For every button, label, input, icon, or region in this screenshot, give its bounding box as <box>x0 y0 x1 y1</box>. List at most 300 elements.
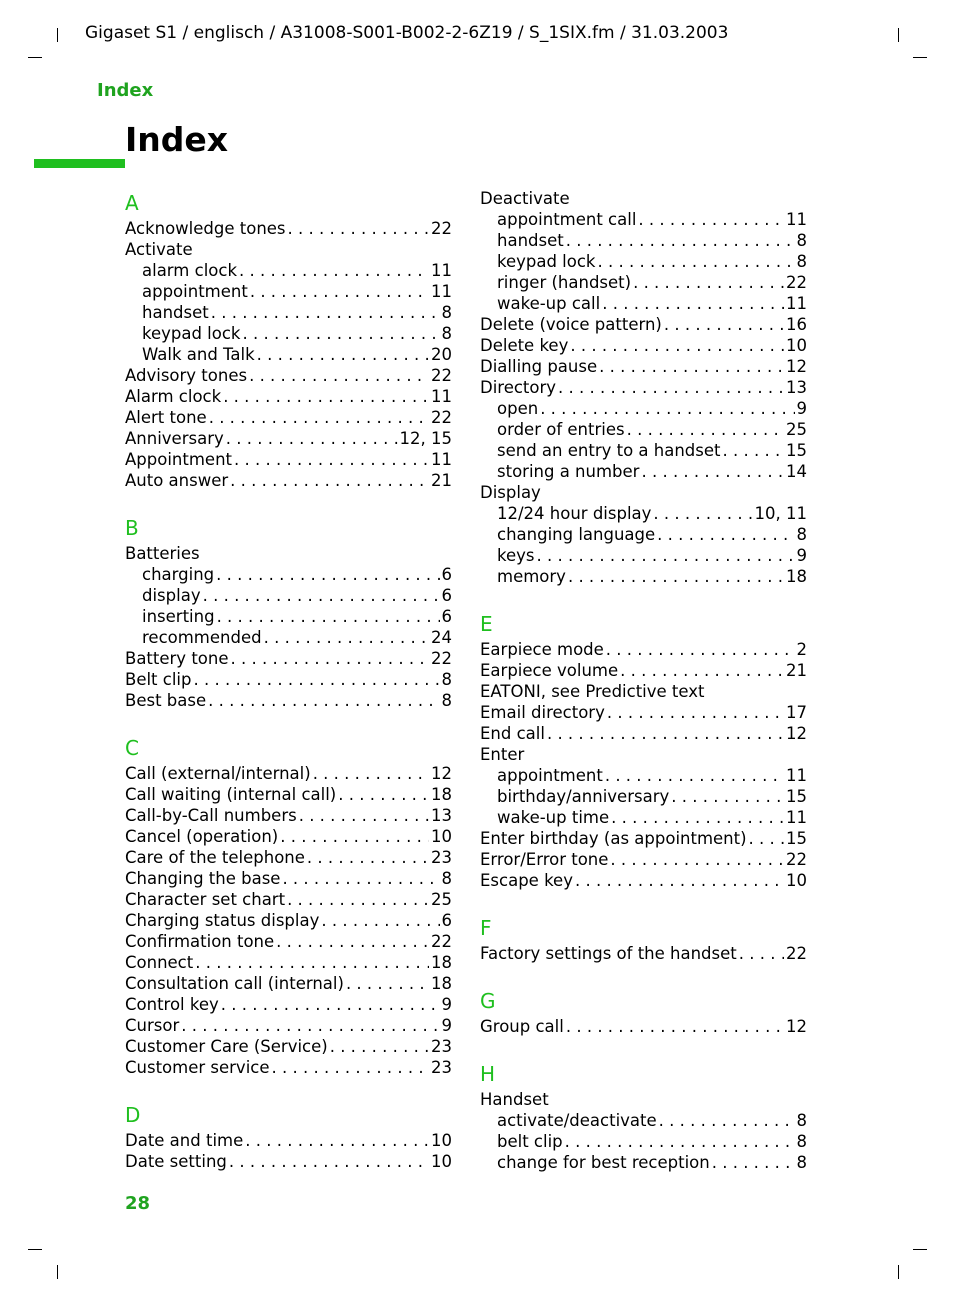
index-page-ref: 8 <box>441 303 452 322</box>
index-term: Anniversary <box>125 429 224 448</box>
index-subentry <box>480 440 807 461</box>
index-term: Acknowledge tones <box>125 219 286 238</box>
index-page-ref: 11 <box>786 210 807 229</box>
dot-leader <box>195 952 429 973</box>
index-page-ref: 8 <box>796 525 807 544</box>
crop-mark-bottom-right-vertical <box>898 1265 899 1279</box>
dot-leader <box>566 230 795 251</box>
index-letter-heading: G <box>480 989 496 1013</box>
index-term: Cancel (operation) <box>125 827 279 846</box>
index-column-right <box>480 188 807 1173</box>
index-subentry <box>480 545 807 566</box>
index-term: Battery tone <box>125 649 229 668</box>
dot-leader <box>226 428 398 449</box>
crop-mark-top-left-horizontal <box>28 57 42 58</box>
index-subentry <box>480 230 807 251</box>
index-page-ref: 12 <box>786 1017 807 1036</box>
index-term: Alarm clock <box>125 387 222 406</box>
dot-leader <box>627 419 784 440</box>
index-page-ref: 8 <box>796 1111 807 1130</box>
index-entry <box>125 994 452 1015</box>
index-page-ref: 12, 15 <box>399 429 452 448</box>
index-subentry <box>480 293 807 314</box>
dot-leader <box>641 461 784 482</box>
index-entry <box>125 931 452 952</box>
index-subentry <box>125 585 452 606</box>
index-entry <box>480 314 807 335</box>
index-entry <box>125 470 452 491</box>
index-term: Auto answer <box>125 471 229 490</box>
index-page-ref: 11 <box>786 294 807 313</box>
dot-leader <box>288 218 429 239</box>
index-page-ref: 22 <box>431 932 452 951</box>
index-page-ref: 2 <box>796 640 807 659</box>
dot-leader <box>602 293 784 314</box>
index-subentry <box>480 251 807 272</box>
index-subentry <box>125 627 452 648</box>
dot-leader <box>217 606 440 627</box>
index-letter-heading: H <box>480 1062 496 1086</box>
dot-leader <box>330 1036 429 1057</box>
index-term: Factory settings of the handset <box>480 944 737 963</box>
index-entry <box>125 826 452 847</box>
dot-leader <box>620 660 784 681</box>
dot-leader <box>203 585 440 606</box>
dot-leader <box>558 377 784 398</box>
index-subentry <box>125 323 452 344</box>
dot-leader <box>547 723 784 744</box>
dot-leader <box>633 272 784 293</box>
dot-leader <box>607 702 784 723</box>
dot-leader <box>606 639 795 660</box>
index-term: Enter birthday (as appointment) <box>480 829 747 848</box>
index-page-ref: 8 <box>796 1132 807 1151</box>
dot-leader <box>712 1152 795 1173</box>
index-term: Advisory tones <box>125 366 248 385</box>
index-subentry <box>125 606 452 627</box>
index-entry <box>480 1016 807 1037</box>
index-term: Delete key <box>480 336 569 355</box>
index-term: Best base <box>125 691 207 710</box>
dot-leader <box>211 302 440 323</box>
index-term: appointment call <box>497 210 637 229</box>
dot-leader <box>611 807 784 828</box>
index-term: inserting <box>142 607 215 626</box>
index-term: End call <box>480 724 545 743</box>
index-term: charging <box>142 565 215 584</box>
index-page-ref: 10, 11 <box>754 504 807 523</box>
index-term: Character set chart <box>125 890 286 909</box>
index-term: Directory <box>480 378 557 397</box>
index-letter-heading: B <box>125 516 139 540</box>
dot-leader <box>243 323 440 344</box>
dot-leader <box>536 545 794 566</box>
index-page-ref: 13 <box>431 806 452 825</box>
index-entry <box>125 386 452 407</box>
index-page-ref: 20 <box>431 345 452 364</box>
index-term: Earpiece volume <box>480 661 619 680</box>
index-term: open <box>497 399 539 418</box>
dot-leader <box>208 690 439 711</box>
index-page-ref: 16 <box>786 315 807 334</box>
index-term: changing language <box>497 525 656 544</box>
index-subentry <box>480 786 807 807</box>
index-page-ref: 15 <box>786 787 807 806</box>
index-page-ref: 14 <box>786 462 807 481</box>
index-term: keys <box>497 546 535 565</box>
index-term: Delete (voice pattern) <box>480 315 662 334</box>
index-page-ref: 22 <box>431 649 452 668</box>
index-subentry <box>480 765 807 786</box>
crop-mark-bottom-right-horizontal <box>913 1249 927 1250</box>
index-term: Changing the base <box>125 869 281 888</box>
index-entry <box>480 828 807 849</box>
index-term: Connect <box>125 953 194 972</box>
index-term: Charging status display <box>125 911 320 930</box>
dot-leader <box>540 398 794 419</box>
index-term: Confirmation tone <box>125 932 275 951</box>
dot-leader <box>568 566 784 587</box>
index-term: Customer service <box>125 1058 270 1077</box>
index-subentry <box>480 419 807 440</box>
index-page-ref: 23 <box>431 848 452 867</box>
index-page-ref: 21 <box>431 471 452 490</box>
index-entry <box>125 365 452 386</box>
index-entry <box>125 1151 452 1172</box>
index-term: Email directory <box>480 703 605 722</box>
index-term: Walk and Talk <box>142 345 255 364</box>
index-term: handset <box>497 231 564 250</box>
index-entry <box>125 407 452 428</box>
crop-mark-bottom-left-vertical <box>57 1265 58 1279</box>
index-term: Group call <box>480 1017 564 1036</box>
index-entry <box>125 428 452 449</box>
index-page-ref: 10 <box>786 871 807 890</box>
index-term: recommended <box>142 628 262 647</box>
dot-leader <box>346 973 429 994</box>
index-subentry <box>125 564 452 585</box>
title-accent-bar <box>34 159 125 168</box>
index-page-ref: 12 <box>786 357 807 376</box>
index-page-ref: 18 <box>431 953 452 972</box>
dot-leader <box>216 564 439 585</box>
index-subentry <box>125 260 452 281</box>
index-entry <box>480 870 807 891</box>
index-entry <box>125 1036 452 1057</box>
index-page-ref: 18 <box>431 785 452 804</box>
file-header-line: Gigaset S1 / englisch / A31008-S001-B002-2-6Z19 / S_1SIX.fm / 31.03.2003 <box>85 23 729 43</box>
index-page-ref: 8 <box>796 252 807 271</box>
dot-leader <box>307 847 429 868</box>
index-subentry <box>480 209 807 230</box>
dot-leader <box>570 335 784 356</box>
index-entry <box>125 784 452 805</box>
index-entry <box>480 681 807 702</box>
dot-leader <box>653 503 752 524</box>
index-page-ref: 8 <box>441 691 452 710</box>
index-term: activate/deactivate <box>497 1111 657 1130</box>
index-term: Activate <box>125 240 193 259</box>
index-page-ref: 22 <box>786 850 807 869</box>
index-term: Call (external/internal) <box>125 764 311 783</box>
index-term: memory <box>497 567 566 586</box>
index-term: Date and time <box>125 1131 244 1150</box>
index-entry <box>480 1089 807 1110</box>
index-page-ref: 8 <box>796 1153 807 1172</box>
crop-mark-top-right-vertical <box>898 28 899 42</box>
index-subentry <box>480 1110 807 1131</box>
index-entry <box>125 889 452 910</box>
index-term: Batteries <box>125 544 200 563</box>
index-term: 12/24 hour display <box>497 504 652 523</box>
index-page-ref: 9 <box>441 995 452 1014</box>
index-term: appointment <box>497 766 603 785</box>
index-entry <box>125 763 452 784</box>
dot-leader <box>257 344 429 365</box>
dot-leader <box>321 910 439 931</box>
index-page-ref: 6 <box>441 565 452 584</box>
index-term: order of entries <box>497 420 625 439</box>
dot-leader <box>338 784 429 805</box>
dot-leader <box>249 365 429 386</box>
index-entry <box>125 1057 452 1078</box>
index-entry <box>125 973 452 994</box>
dot-leader <box>299 805 429 826</box>
index-page-ref: 21 <box>786 661 807 680</box>
dot-leader <box>610 849 784 870</box>
index-subentry <box>480 398 807 419</box>
index-entry <box>480 356 807 377</box>
dot-leader <box>287 889 429 910</box>
index-page-ref: 11 <box>431 450 452 469</box>
index-entry <box>125 690 452 711</box>
index-page-ref: 15 <box>786 829 807 848</box>
index-entry <box>480 639 807 660</box>
index-entry <box>125 669 452 690</box>
index-page-ref: 22 <box>431 408 452 427</box>
index-page-ref: 23 <box>431 1058 452 1077</box>
dot-leader <box>280 826 429 847</box>
dot-leader <box>221 994 440 1015</box>
index-term: alarm clock <box>142 261 237 280</box>
dot-leader <box>749 828 784 849</box>
index-subentry <box>480 807 807 828</box>
index-term: Handset <box>480 1090 549 1109</box>
dot-leader <box>565 1131 795 1152</box>
index-entry <box>125 1130 452 1151</box>
index-page-ref: 6 <box>441 607 452 626</box>
index-page-ref: 10 <box>431 827 452 846</box>
dot-leader <box>659 1110 795 1131</box>
index-term: Display <box>480 483 541 502</box>
index-page-ref: 13 <box>786 378 807 397</box>
index-term: keypad lock <box>142 324 241 343</box>
dot-leader <box>193 669 439 690</box>
page-title: Index <box>125 120 229 159</box>
dot-leader <box>599 356 784 377</box>
crop-mark-top-right-horizontal <box>913 57 927 58</box>
index-page-ref: 9 <box>441 1016 452 1035</box>
dot-leader <box>229 1151 429 1172</box>
index-page-ref: 25 <box>786 420 807 439</box>
index-subentry <box>480 272 807 293</box>
index-entry <box>125 648 452 669</box>
index-page-ref: 24 <box>431 628 452 647</box>
index-letter-heading: A <box>125 191 139 215</box>
index-page-ref: 10 <box>431 1152 452 1171</box>
index-term: Customer Care (Service) <box>125 1037 328 1056</box>
index-term: Dialling pause <box>480 357 598 376</box>
index-term: Call waiting (internal call) <box>125 785 337 804</box>
index-entry <box>125 910 452 931</box>
index-term: display <box>142 586 201 605</box>
dot-leader <box>250 281 429 302</box>
index-term: keypad lock <box>497 252 596 271</box>
index-term: Date setting <box>125 1152 227 1171</box>
dot-leader <box>272 1057 430 1078</box>
index-page-ref: 10 <box>431 1131 452 1150</box>
index-page-ref: 18 <box>431 974 452 993</box>
dot-leader <box>598 251 795 272</box>
index-term: Error/Error tone <box>480 850 609 869</box>
index-page-ref: 22 <box>431 219 452 238</box>
dot-leader <box>657 524 794 545</box>
index-entry <box>125 239 452 260</box>
index-letter-heading: F <box>480 916 492 940</box>
index-page-ref: 8 <box>441 869 452 888</box>
index-entry <box>480 943 807 964</box>
index-entry <box>480 849 807 870</box>
index-term: birthday/anniversary <box>497 787 670 806</box>
index-term: handset <box>142 303 209 322</box>
index-entry <box>125 868 452 889</box>
index-page-ref: 11 <box>786 808 807 827</box>
dot-leader <box>313 763 429 784</box>
index-term: wake-up time <box>497 808 610 827</box>
index-entry <box>125 543 452 564</box>
index-term: Care of the telephone <box>125 848 305 867</box>
index-page-ref: 11 <box>431 282 452 301</box>
dot-leader <box>230 470 429 491</box>
index-letter-heading: D <box>125 1103 141 1127</box>
index-term: belt clip <box>497 1132 563 1151</box>
crop-mark-top-left-vertical <box>57 28 58 42</box>
index-page-ref: 15 <box>786 441 807 460</box>
crop-mark-bottom-left-horizontal <box>28 1249 42 1250</box>
index-page-ref: 9 <box>796 399 807 418</box>
index-term: Deactivate <box>480 189 570 208</box>
index-entry <box>125 218 452 239</box>
dot-leader <box>209 407 429 428</box>
index-page-ref: 23 <box>431 1037 452 1056</box>
index-term: Appointment <box>125 450 232 469</box>
index-entry <box>125 952 452 973</box>
index-page-ref: 17 <box>786 703 807 722</box>
index-term: appointment <box>142 282 248 301</box>
index-entry <box>480 723 807 744</box>
index-term: Cursor <box>125 1016 180 1035</box>
index-entry <box>125 449 452 470</box>
dot-leader <box>245 1130 429 1151</box>
index-entry <box>480 188 807 209</box>
index-entry <box>125 847 452 868</box>
index-entry <box>125 805 452 826</box>
dot-leader <box>664 314 784 335</box>
index-term: Belt clip <box>125 670 192 689</box>
index-term: Call-by-Call numbers <box>125 806 297 825</box>
dot-leader <box>239 260 429 281</box>
index-term: change for best reception <box>497 1153 710 1172</box>
index-page-ref: 22 <box>786 273 807 292</box>
dot-leader <box>671 786 784 807</box>
index-entry <box>480 660 807 681</box>
running-head: Index <box>97 80 154 101</box>
index-term: Earpiece mode <box>480 640 604 659</box>
index-term: Alert tone <box>125 408 207 427</box>
index-page-ref: 9 <box>796 546 807 565</box>
index-page-ref: 6 <box>441 911 452 930</box>
index-term: ringer (handset) <box>497 273 632 292</box>
index-subentry <box>480 524 807 545</box>
index-page-ref: 22 <box>431 366 452 385</box>
index-subentry <box>125 344 452 365</box>
index-page-ref: 11 <box>431 261 452 280</box>
dot-leader <box>282 868 439 889</box>
dot-leader <box>264 627 429 648</box>
index-term: wake-up call <box>497 294 601 313</box>
dot-leader <box>723 440 785 461</box>
index-letter-heading: E <box>480 612 493 636</box>
index-subentry <box>480 1131 807 1152</box>
index-entry <box>480 335 807 356</box>
index-entry <box>480 482 807 503</box>
index-page-ref: 18 <box>786 567 807 586</box>
index-column-left <box>125 188 452 1172</box>
index-entry <box>480 702 807 723</box>
dot-leader <box>575 870 784 891</box>
index-page-ref: 10 <box>786 336 807 355</box>
index-page-ref: 11 <box>431 387 452 406</box>
index-entry <box>125 1015 452 1036</box>
index-term: send an entry to a handset <box>497 441 721 460</box>
index-page-ref: 6 <box>441 586 452 605</box>
index-page-ref: 11 <box>786 766 807 785</box>
index-page-ref: 12 <box>431 764 452 783</box>
dot-leader <box>605 765 784 786</box>
dot-leader <box>223 386 429 407</box>
page-number: 28 <box>125 1193 151 1214</box>
index-subentry <box>480 461 807 482</box>
index-subentry <box>480 566 807 587</box>
index-entry <box>480 744 807 765</box>
index-page-ref: 25 <box>431 890 452 909</box>
index-subentry <box>480 1152 807 1173</box>
index-term: storing a number <box>497 462 640 481</box>
index-term: Escape key <box>480 871 573 890</box>
index-entry <box>480 377 807 398</box>
index-page-ref: 8 <box>441 324 452 343</box>
index-term: Enter <box>480 745 525 764</box>
index-subentry <box>125 302 452 323</box>
dot-leader <box>231 648 430 669</box>
index-page-ref: 22 <box>786 944 807 963</box>
index-term: Control key <box>125 995 219 1014</box>
dot-leader <box>234 449 429 470</box>
index-subentry <box>125 281 452 302</box>
index-letter-heading: C <box>125 736 139 760</box>
dot-leader <box>638 209 784 230</box>
dot-leader <box>276 931 429 952</box>
